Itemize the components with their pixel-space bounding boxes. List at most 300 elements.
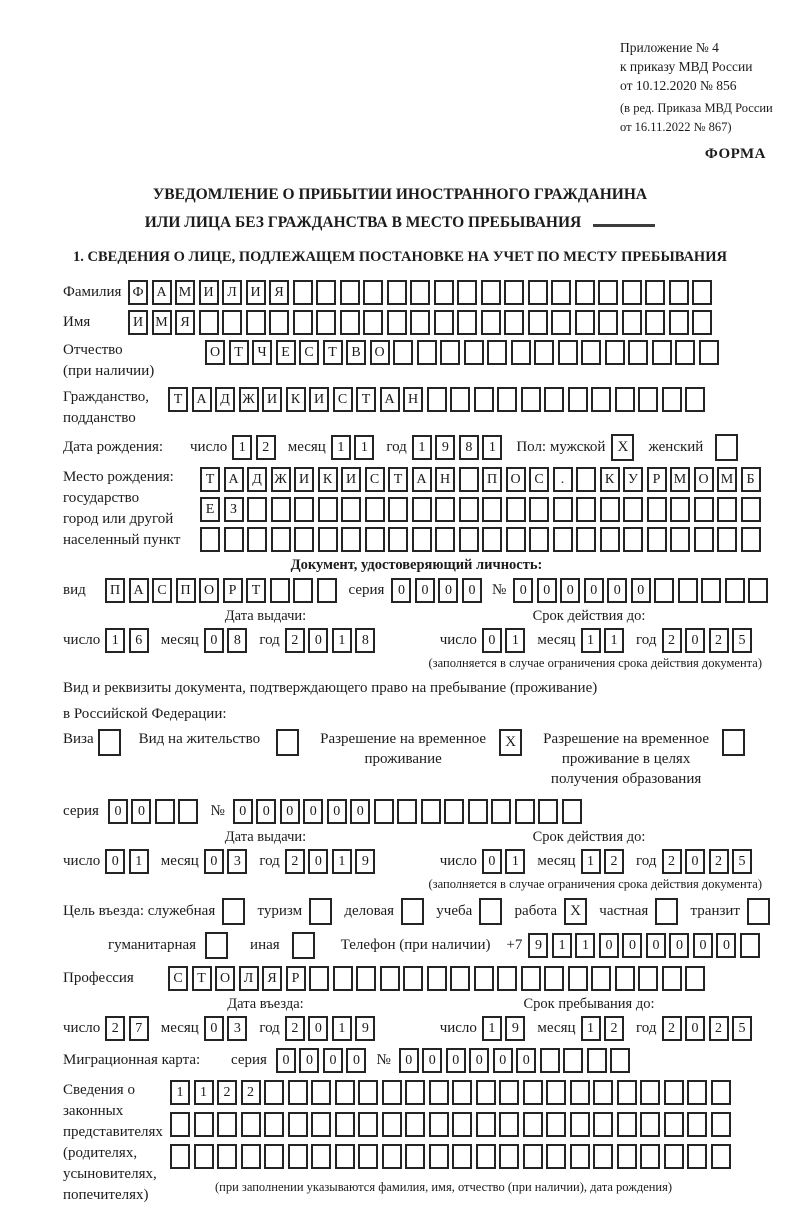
char-box[interactable]: 0 xyxy=(108,799,128,824)
char-box[interactable]: Е xyxy=(200,497,220,522)
char-box[interactable] xyxy=(576,467,596,492)
char-box[interactable] xyxy=(725,578,745,603)
char-box[interactable] xyxy=(271,527,291,552)
char-box[interactable] xyxy=(481,310,501,335)
char-box[interactable] xyxy=(587,1048,607,1073)
char-box[interactable]: 9 xyxy=(528,933,548,958)
purpose-other-checkbox[interactable] xyxy=(292,932,315,959)
char-box[interactable] xyxy=(264,1144,284,1169)
char-box[interactable]: 0 xyxy=(584,578,604,603)
char-box[interactable]: П xyxy=(105,578,125,603)
char-box[interactable]: 1 xyxy=(170,1080,190,1105)
char-box[interactable] xyxy=(335,1080,355,1105)
char-box[interactable]: 5 xyxy=(732,628,752,653)
char-box[interactable] xyxy=(374,799,394,824)
char-box[interactable]: 0 xyxy=(350,799,370,824)
char-box[interactable] xyxy=(511,340,531,365)
char-box[interactable] xyxy=(335,1112,355,1137)
char-box[interactable] xyxy=(435,497,455,522)
char-box[interactable] xyxy=(487,340,507,365)
char-box[interactable]: 1 xyxy=(232,435,252,460)
char-box[interactable] xyxy=(464,340,484,365)
female-checkbox[interactable] xyxy=(715,434,738,461)
char-box[interactable]: 0 xyxy=(204,628,224,653)
char-box[interactable]: 1 xyxy=(581,1016,601,1041)
char-box[interactable]: 2 xyxy=(241,1080,261,1105)
char-box[interactable]: 0 xyxy=(105,849,125,874)
char-box[interactable]: Д xyxy=(247,467,267,492)
char-box[interactable] xyxy=(664,1144,684,1169)
char-box[interactable]: Л xyxy=(222,280,242,305)
char-box[interactable] xyxy=(294,497,314,522)
char-box[interactable]: 1 xyxy=(354,435,374,460)
char-box[interactable]: С xyxy=(333,387,353,412)
char-box[interactable]: 7 xyxy=(129,1016,149,1041)
char-box[interactable] xyxy=(534,340,554,365)
char-box[interactable] xyxy=(170,1144,190,1169)
char-box[interactable] xyxy=(538,799,558,824)
char-box[interactable] xyxy=(241,1112,261,1137)
char-box[interactable] xyxy=(365,497,385,522)
char-box[interactable] xyxy=(241,1144,261,1169)
char-box[interactable] xyxy=(311,1144,331,1169)
char-box[interactable]: 1 xyxy=(482,435,502,460)
char-box[interactable] xyxy=(293,280,313,305)
char-box[interactable]: 2 xyxy=(662,849,682,874)
male-checkbox[interactable]: X xyxy=(611,434,634,461)
char-box[interactable]: 5 xyxy=(732,1016,752,1041)
char-box[interactable]: К xyxy=(600,467,620,492)
char-box[interactable] xyxy=(341,497,361,522)
char-box[interactable] xyxy=(459,467,479,492)
char-box[interactable] xyxy=(421,799,441,824)
char-box[interactable]: 0 xyxy=(685,1016,705,1041)
char-box[interactable] xyxy=(387,310,407,335)
char-box[interactable] xyxy=(570,1144,590,1169)
char-box[interactable] xyxy=(670,497,690,522)
char-box[interactable] xyxy=(316,310,336,335)
char-box[interactable]: 0 xyxy=(482,628,502,653)
char-box[interactable]: 1 xyxy=(581,849,601,874)
char-box[interactable] xyxy=(247,527,267,552)
char-box[interactable] xyxy=(178,799,198,824)
char-box[interactable] xyxy=(224,527,244,552)
char-box[interactable]: О xyxy=(205,340,225,365)
char-box[interactable] xyxy=(450,387,470,412)
char-box[interactable]: 0 xyxy=(399,1048,419,1073)
char-box[interactable]: 0 xyxy=(462,578,482,603)
char-box[interactable] xyxy=(521,966,541,991)
char-box[interactable] xyxy=(452,1112,472,1137)
char-box[interactable]: 9 xyxy=(505,1016,525,1041)
char-box[interactable]: Н xyxy=(403,387,423,412)
char-box[interactable]: 5 xyxy=(732,849,752,874)
purpose-tourism-checkbox[interactable] xyxy=(309,898,332,925)
char-box[interactable] xyxy=(270,578,290,603)
char-box[interactable]: 0 xyxy=(308,849,328,874)
char-box[interactable] xyxy=(499,1112,519,1137)
char-box[interactable] xyxy=(429,1112,449,1137)
char-box[interactable]: 2 xyxy=(604,849,624,874)
char-box[interactable]: 0 xyxy=(422,1048,442,1073)
char-box[interactable] xyxy=(664,1112,684,1137)
char-box[interactable] xyxy=(504,310,524,335)
char-box[interactable] xyxy=(452,1144,472,1169)
char-box[interactable] xyxy=(410,310,430,335)
char-box[interactable] xyxy=(264,1112,284,1137)
char-box[interactable] xyxy=(412,497,432,522)
char-box[interactable] xyxy=(711,1080,731,1105)
char-box[interactable]: 1 xyxy=(505,628,525,653)
char-box[interactable] xyxy=(638,387,658,412)
char-box[interactable] xyxy=(247,497,267,522)
char-box[interactable]: 2 xyxy=(709,849,729,874)
char-box[interactable]: А xyxy=(129,578,149,603)
char-box[interactable]: З xyxy=(224,497,244,522)
char-box[interactable] xyxy=(333,966,353,991)
char-box[interactable]: 2 xyxy=(256,435,276,460)
char-box[interactable] xyxy=(593,1144,613,1169)
char-box[interactable] xyxy=(293,310,313,335)
char-box[interactable] xyxy=(403,966,423,991)
char-box[interactable] xyxy=(694,527,714,552)
char-box[interactable] xyxy=(515,799,535,824)
char-box[interactable]: 0 xyxy=(516,1048,536,1073)
char-box[interactable]: И xyxy=(262,387,282,412)
char-box[interactable] xyxy=(288,1112,308,1137)
char-box[interactable] xyxy=(293,578,313,603)
char-box[interactable] xyxy=(388,497,408,522)
char-box[interactable]: 1 xyxy=(412,435,432,460)
char-box[interactable] xyxy=(598,310,618,335)
char-box[interactable] xyxy=(687,1144,707,1169)
char-box[interactable]: 1 xyxy=(604,628,624,653)
char-box[interactable] xyxy=(740,933,760,958)
char-box[interactable] xyxy=(311,1112,331,1137)
char-box[interactable] xyxy=(200,527,220,552)
char-box[interactable]: 2 xyxy=(709,1016,729,1041)
char-box[interactable] xyxy=(476,1144,496,1169)
char-box[interactable] xyxy=(528,280,548,305)
char-box[interactable] xyxy=(318,527,338,552)
char-box[interactable] xyxy=(669,280,689,305)
char-box[interactable]: Б xyxy=(741,467,761,492)
char-box[interactable] xyxy=(405,1112,425,1137)
char-box[interactable]: 1 xyxy=(575,933,595,958)
char-box[interactable]: 0 xyxy=(599,933,619,958)
char-box[interactable]: М xyxy=(717,467,737,492)
char-box[interactable]: 8 xyxy=(227,628,247,653)
char-box[interactable] xyxy=(593,1080,613,1105)
char-box[interactable] xyxy=(553,527,573,552)
char-box[interactable]: 9 xyxy=(435,435,455,460)
char-box[interactable]: С xyxy=(299,340,319,365)
char-box[interactable]: 0 xyxy=(622,933,642,958)
char-box[interactable] xyxy=(528,310,548,335)
char-box[interactable] xyxy=(523,1112,543,1137)
char-box[interactable]: 0 xyxy=(560,578,580,603)
char-box[interactable] xyxy=(581,340,601,365)
char-box[interactable] xyxy=(615,966,635,991)
char-box[interactable] xyxy=(529,527,549,552)
char-box[interactable] xyxy=(563,1048,583,1073)
char-box[interactable] xyxy=(553,497,573,522)
char-box[interactable] xyxy=(678,578,698,603)
char-box[interactable] xyxy=(468,799,488,824)
char-box[interactable] xyxy=(506,527,526,552)
char-box[interactable] xyxy=(711,1112,731,1137)
char-box[interactable] xyxy=(340,280,360,305)
char-box[interactable]: И xyxy=(294,467,314,492)
char-box[interactable]: В xyxy=(346,340,366,365)
char-box[interactable] xyxy=(365,527,385,552)
char-box[interactable] xyxy=(397,799,417,824)
char-box[interactable]: 0 xyxy=(233,799,253,824)
purpose-work-checkbox[interactable]: X xyxy=(564,898,587,925)
char-box[interactable]: 8 xyxy=(459,435,479,460)
char-box[interactable] xyxy=(600,527,620,552)
char-box[interactable]: 0 xyxy=(391,578,411,603)
char-box[interactable]: А xyxy=(412,467,432,492)
char-box[interactable] xyxy=(628,340,648,365)
char-box[interactable]: 9 xyxy=(355,1016,375,1041)
char-box[interactable] xyxy=(675,340,695,365)
char-box[interactable] xyxy=(692,280,712,305)
char-box[interactable]: 0 xyxy=(131,799,151,824)
char-box[interactable] xyxy=(640,1112,660,1137)
char-box[interactable]: И xyxy=(341,467,361,492)
char-box[interactable] xyxy=(497,387,517,412)
char-box[interactable]: 0 xyxy=(280,799,300,824)
char-box[interactable] xyxy=(570,1112,590,1137)
char-box[interactable]: 1 xyxy=(552,933,572,958)
char-box[interactable] xyxy=(687,1112,707,1137)
char-box[interactable] xyxy=(622,310,642,335)
char-box[interactable]: О xyxy=(694,467,714,492)
char-box[interactable] xyxy=(217,1144,237,1169)
char-box[interactable] xyxy=(551,310,571,335)
char-box[interactable] xyxy=(617,1080,637,1105)
char-box[interactable] xyxy=(491,799,511,824)
char-box[interactable] xyxy=(199,310,219,335)
char-box[interactable] xyxy=(521,387,541,412)
char-box[interactable] xyxy=(623,497,643,522)
char-box[interactable]: 0 xyxy=(513,578,533,603)
char-box[interactable] xyxy=(568,387,588,412)
char-box[interactable] xyxy=(427,966,447,991)
char-box[interactable] xyxy=(544,966,564,991)
char-box[interactable] xyxy=(600,497,620,522)
char-box[interactable]: О xyxy=(506,467,526,492)
char-box[interactable]: 1 xyxy=(581,628,601,653)
char-box[interactable] xyxy=(638,966,658,991)
char-box[interactable] xyxy=(457,310,477,335)
char-box[interactable]: 1 xyxy=(194,1080,214,1105)
char-box[interactable]: 3 xyxy=(227,1016,247,1041)
char-box[interactable]: 2 xyxy=(709,628,729,653)
char-box[interactable]: Л xyxy=(239,966,259,991)
char-box[interactable] xyxy=(271,497,291,522)
char-box[interactable]: И xyxy=(309,387,329,412)
char-box[interactable] xyxy=(551,280,571,305)
char-box[interactable] xyxy=(440,340,460,365)
char-box[interactable]: 1 xyxy=(129,849,149,874)
char-box[interactable]: 2 xyxy=(105,1016,125,1041)
char-box[interactable]: Ж xyxy=(271,467,291,492)
char-box[interactable]: Ж xyxy=(239,387,259,412)
char-box[interactable] xyxy=(269,310,289,335)
char-box[interactable] xyxy=(317,578,337,603)
char-box[interactable]: 1 xyxy=(331,435,351,460)
temp-residence-checkbox[interactable]: X xyxy=(499,729,522,756)
char-box[interactable]: О xyxy=(370,340,390,365)
char-box[interactable] xyxy=(711,1144,731,1169)
char-box[interactable]: 2 xyxy=(217,1080,237,1105)
char-box[interactable] xyxy=(476,1080,496,1105)
char-box[interactable]: Т xyxy=(356,387,376,412)
char-box[interactable]: 1 xyxy=(505,849,525,874)
char-box[interactable] xyxy=(194,1112,214,1137)
purpose-transit-checkbox[interactable] xyxy=(747,898,770,925)
char-box[interactable]: 0 xyxy=(415,578,435,603)
char-box[interactable]: П xyxy=(482,467,502,492)
char-box[interactable] xyxy=(222,310,242,335)
char-box[interactable] xyxy=(356,966,376,991)
char-box[interactable] xyxy=(568,966,588,991)
char-box[interactable] xyxy=(476,1112,496,1137)
char-box[interactable] xyxy=(546,1144,566,1169)
char-box[interactable]: 0 xyxy=(469,1048,489,1073)
char-box[interactable] xyxy=(358,1080,378,1105)
char-box[interactable] xyxy=(662,387,682,412)
char-box[interactable]: С xyxy=(152,578,172,603)
char-box[interactable]: 8 xyxy=(355,628,375,653)
char-box[interactable] xyxy=(452,1080,472,1105)
char-box[interactable]: М xyxy=(670,467,690,492)
char-box[interactable] xyxy=(288,1144,308,1169)
char-box[interactable] xyxy=(575,310,595,335)
char-box[interactable] xyxy=(529,497,549,522)
char-box[interactable]: 0 xyxy=(256,799,276,824)
char-box[interactable]: К xyxy=(286,387,306,412)
char-box[interactable] xyxy=(363,310,383,335)
char-box[interactable]: 0 xyxy=(693,933,713,958)
char-box[interactable] xyxy=(499,1144,519,1169)
char-box[interactable]: 9 xyxy=(355,849,375,874)
char-box[interactable] xyxy=(647,527,667,552)
purpose-humanitarian-checkbox[interactable] xyxy=(205,932,228,959)
char-box[interactable]: 0 xyxy=(299,1048,319,1073)
char-box[interactable] xyxy=(311,1080,331,1105)
char-box[interactable] xyxy=(393,340,413,365)
char-box[interactable]: Н xyxy=(435,467,455,492)
residence-permit-checkbox[interactable] xyxy=(276,729,299,756)
char-box[interactable]: 0 xyxy=(607,578,627,603)
char-box[interactable]: 0 xyxy=(669,933,689,958)
char-box[interactable]: 2 xyxy=(285,628,305,653)
char-box[interactable]: Д xyxy=(215,387,235,412)
char-box[interactable] xyxy=(546,1080,566,1105)
char-box[interactable] xyxy=(685,966,705,991)
char-box[interactable]: 0 xyxy=(646,933,666,958)
char-box[interactable]: 2 xyxy=(285,1016,305,1041)
char-box[interactable] xyxy=(694,497,714,522)
char-box[interactable] xyxy=(410,280,430,305)
char-box[interactable] xyxy=(622,280,642,305)
char-box[interactable]: А xyxy=(192,387,212,412)
char-box[interactable] xyxy=(576,527,596,552)
char-box[interactable] xyxy=(405,1144,425,1169)
char-box[interactable]: Я xyxy=(175,310,195,335)
char-box[interactable]: 6 xyxy=(129,628,149,653)
char-box[interactable] xyxy=(562,799,582,824)
char-box[interactable] xyxy=(741,497,761,522)
char-box[interactable]: М xyxy=(175,280,195,305)
char-box[interactable] xyxy=(645,280,665,305)
visa-checkbox[interactable] xyxy=(98,729,121,756)
char-box[interactable]: 1 xyxy=(482,1016,502,1041)
char-box[interactable] xyxy=(617,1144,637,1169)
char-box[interactable] xyxy=(170,1112,190,1137)
char-box[interactable]: 0 xyxy=(323,1048,343,1073)
char-box[interactable]: Е xyxy=(276,340,296,365)
char-box[interactable] xyxy=(591,387,611,412)
char-box[interactable] xyxy=(654,578,674,603)
char-box[interactable]: 1 xyxy=(332,849,352,874)
char-box[interactable]: 2 xyxy=(662,1016,682,1041)
char-box[interactable]: 0 xyxy=(303,799,323,824)
char-box[interactable]: 0 xyxy=(276,1048,296,1073)
char-box[interactable] xyxy=(482,497,502,522)
char-box[interactable] xyxy=(459,497,479,522)
char-box[interactable]: 0 xyxy=(685,628,705,653)
purpose-official-checkbox[interactable] xyxy=(222,898,245,925)
char-box[interactable]: 0 xyxy=(631,578,651,603)
char-box[interactable]: 0 xyxy=(204,1016,224,1041)
char-box[interactable]: Т xyxy=(192,966,212,991)
char-box[interactable]: Р xyxy=(286,966,306,991)
char-box[interactable]: 0 xyxy=(493,1048,513,1073)
char-box[interactable]: 0 xyxy=(327,799,347,824)
char-box[interactable] xyxy=(617,1112,637,1137)
char-box[interactable] xyxy=(615,387,635,412)
char-box[interactable]: И xyxy=(128,310,148,335)
char-box[interactable] xyxy=(309,966,329,991)
char-box[interactable] xyxy=(194,1144,214,1169)
char-box[interactable] xyxy=(481,280,501,305)
char-box[interactable] xyxy=(506,497,526,522)
char-box[interactable] xyxy=(647,497,667,522)
char-box[interactable] xyxy=(412,527,432,552)
char-box[interactable] xyxy=(576,497,596,522)
char-box[interactable] xyxy=(482,527,502,552)
char-box[interactable] xyxy=(652,340,672,365)
char-box[interactable] xyxy=(610,1048,630,1073)
char-box[interactable]: А xyxy=(224,467,244,492)
char-box[interactable]: С xyxy=(365,467,385,492)
char-box[interactable]: 0 xyxy=(346,1048,366,1073)
char-box[interactable] xyxy=(540,1048,560,1073)
char-box[interactable]: С xyxy=(529,467,549,492)
char-box[interactable]: 0 xyxy=(716,933,736,958)
char-box[interactable]: И xyxy=(199,280,219,305)
char-box[interactable]: Р xyxy=(223,578,243,603)
char-box[interactable]: 2 xyxy=(285,849,305,874)
char-box[interactable] xyxy=(444,799,464,824)
char-box[interactable]: О xyxy=(215,966,235,991)
char-box[interactable]: . xyxy=(553,467,573,492)
char-box[interactable]: У xyxy=(623,467,643,492)
